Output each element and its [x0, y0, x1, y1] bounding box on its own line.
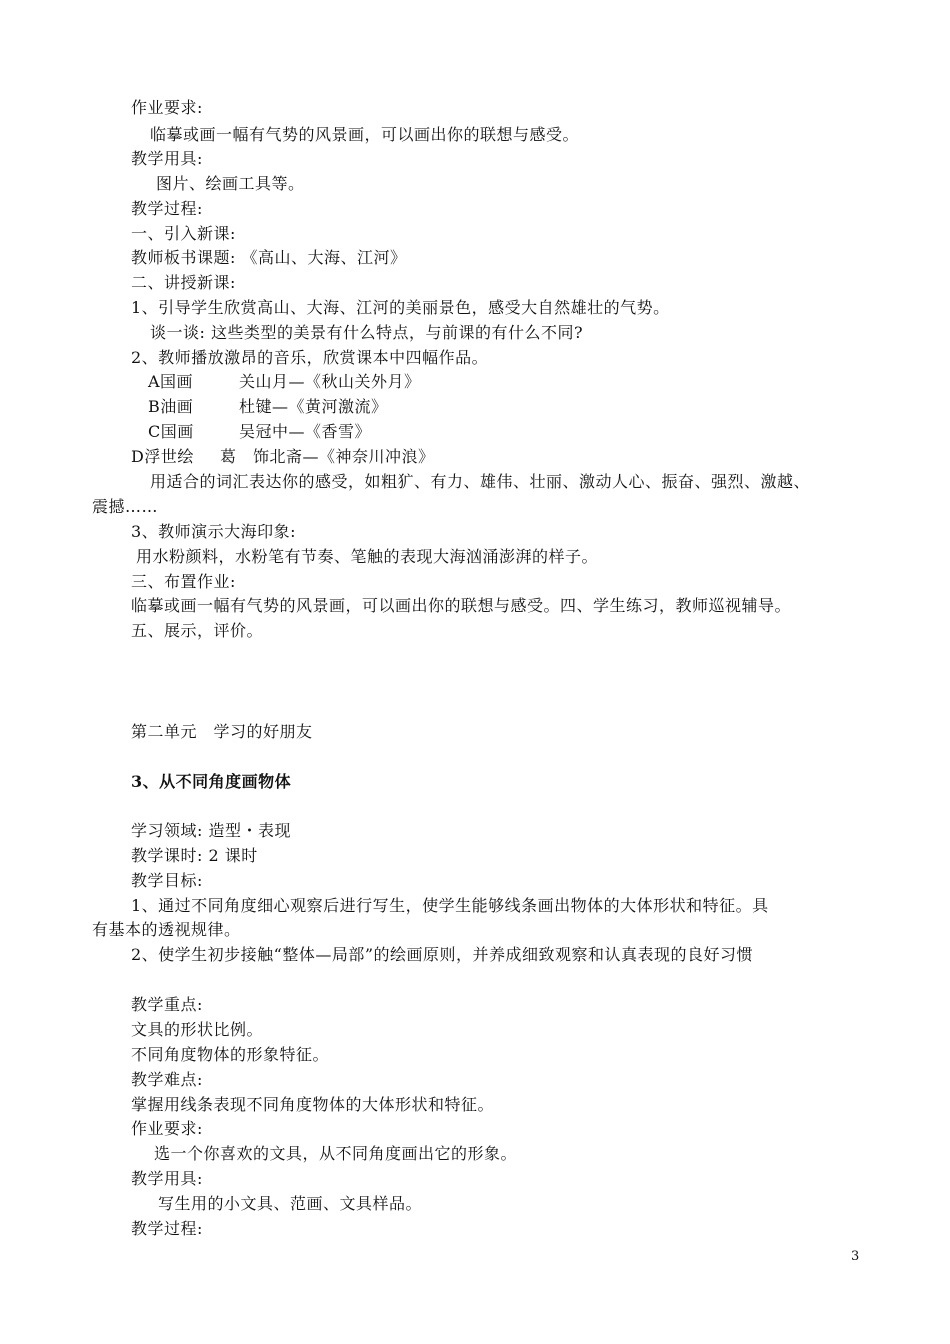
homework-text-2: 选一个你喜欢的文具，从不同角度画出它的形象。: [154, 1144, 518, 1163]
difficulty-heading: 教学难点:: [131, 1070, 203, 1089]
artwork-artist: 关山月: [239, 372, 289, 391]
tools-heading: 教学用具:: [131, 149, 203, 168]
artwork-artist: 吴冠中: [239, 422, 289, 441]
artwork-artist: 杜键: [239, 397, 273, 416]
key-point-2: 不同角度物体的形象特征。: [131, 1045, 330, 1064]
demo-text: 用水粉颜料，水粉笔有节奏、笔触的表现大海汹涌澎湃的样子。: [136, 547, 599, 566]
objective-2: 2、使学生初步接触“整体—局部”的绘画原则，并养成细致观察和认真表现的良好习惯: [131, 945, 754, 964]
artwork-type: B油画: [148, 397, 194, 416]
tools-heading-2: 教学用具:: [131, 1169, 203, 1188]
board-title: 教师板书课题: 《高山、大海、江河》: [131, 248, 407, 267]
artwork-title: —《黄河激流》: [272, 397, 388, 416]
section-teach: 二、讲授新课:: [131, 273, 236, 292]
unit-heading: 第二单元 学习的好朋友: [131, 722, 313, 741]
tools-text-2: 写生用的小文具、范画、文具样品。: [158, 1194, 423, 1213]
section-show: 五、展示，评价。: [131, 621, 264, 640]
artwork-row: [148, 371, 421, 393]
objective-1: 1、通过不同角度细心观察后进行写生，使学生能够线条画出物体的大体形状和特征。具: [131, 896, 769, 915]
feeling-words: 用适合的词汇表达你的感受，如粗犷、有力、雄伟、壮丽、激动人心、振奋、强烈、激越、: [150, 472, 811, 491]
difficulty-text: 掌握用线条表现不同角度物体的大体形状和特征。: [131, 1095, 495, 1114]
tools-text: 图片、绘画工具等。: [156, 174, 305, 193]
step-1: 1、引导学生欣赏高山、大海、江河的美丽景色，感受大自然雄壮的气势。: [131, 298, 670, 317]
discussion: 谈一谈: 这些类型的美景有什么特点，与前课的有什么不同?: [150, 323, 584, 342]
homework-heading-2: 作业要求:: [131, 1119, 203, 1138]
page-number: 3: [851, 1249, 860, 1264]
learning-area: 学习领域: 造型・表现: [131, 821, 291, 840]
artwork-title: —《秋山关外月》: [288, 372, 421, 391]
process-heading-2: 教学过程:: [131, 1219, 203, 1238]
artwork-type: C国画: [148, 422, 194, 441]
step-3: 3、教师演示大海印象:: [131, 522, 297, 541]
artwork-type: D浮世绘: [131, 447, 194, 466]
homework-text: 临摹或画一幅有气势的风景画，可以画出你的联想与感受。: [150, 125, 580, 144]
key-point-1: 文具的形状比例。: [131, 1020, 264, 1039]
artwork-title: —《香雪》: [288, 422, 372, 441]
lesson-title: 3、从不同角度画物体: [131, 772, 292, 791]
artwork-row: [148, 421, 371, 443]
artwork-type: A国画: [148, 372, 194, 391]
process-heading: 教学过程:: [131, 199, 203, 218]
homework-heading: 作业要求:: [131, 98, 203, 117]
section-homework: 三、布置作业:: [131, 572, 236, 591]
step-2: 2、教师播放激昂的音乐，欣赏课本中四幅作品。: [131, 348, 489, 367]
feeling-words-cont: 震撼……: [92, 497, 159, 516]
objectives-heading: 教学目标:: [131, 871, 203, 890]
section-intro: 一、引入新课:: [131, 224, 236, 243]
artwork-title: —《神奈川冲浪》: [302, 447, 435, 466]
homework-practice: 临摹或画一幅有气势的风景画，可以画出你的联想与感受。四、学生练习，教师巡视辅导。: [131, 596, 792, 615]
class-hours: 教学课时: 2 课时: [131, 846, 258, 865]
artwork-row: [148, 396, 388, 418]
artwork-row: [131, 446, 435, 468]
objective-1-cont: 有基本的透视规律。: [92, 920, 241, 939]
artwork-artist: 葛 饰北斋: [220, 447, 303, 466]
key-points-heading: 教学重点:: [131, 995, 203, 1014]
